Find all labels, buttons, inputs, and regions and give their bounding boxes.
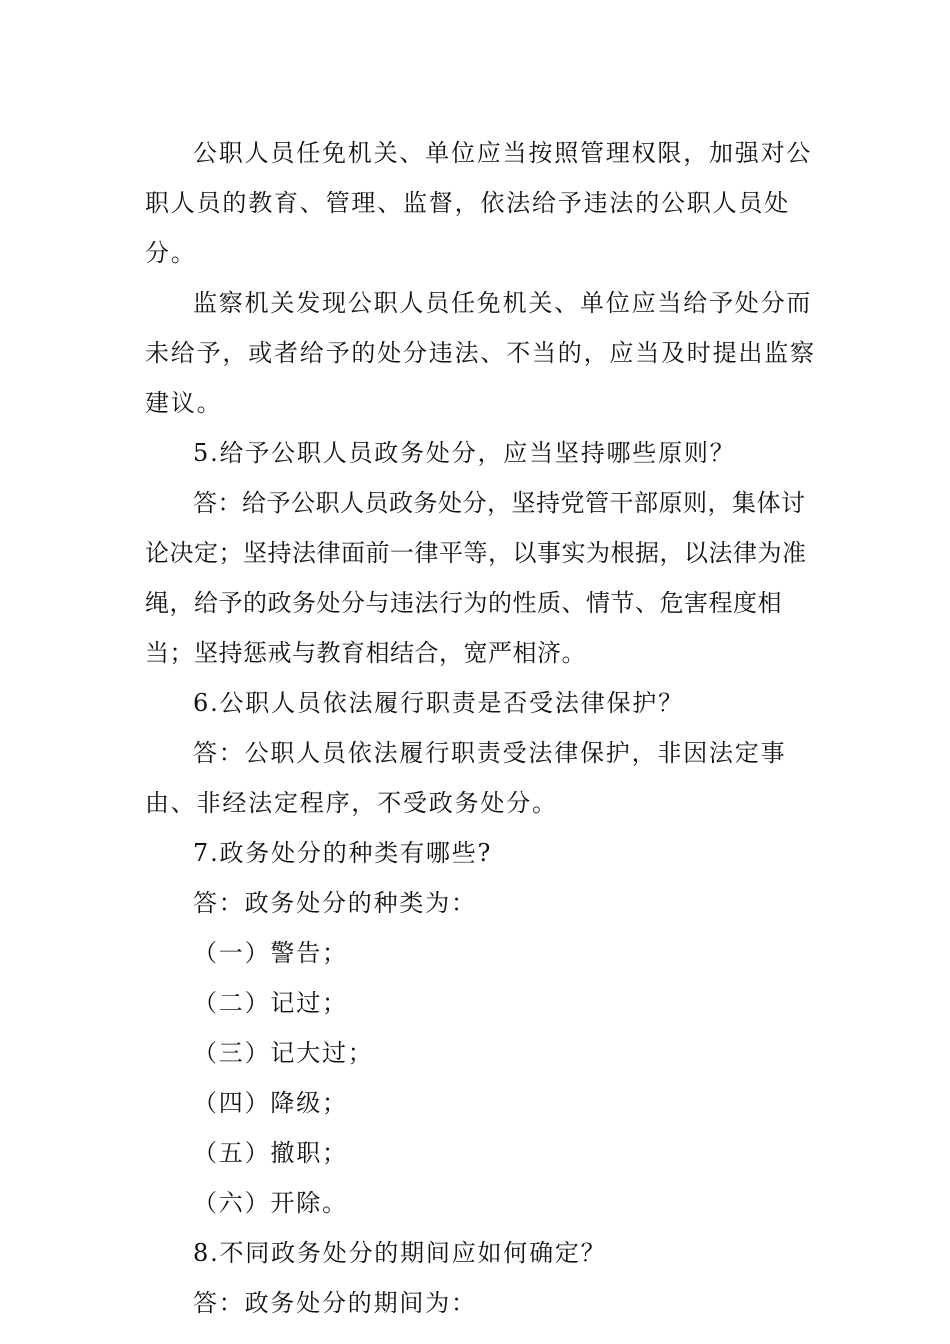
list-item-dismissal-from-post: （五）撤职； bbox=[193, 1139, 348, 1167]
list-item-warning: （一）警告； bbox=[193, 939, 348, 967]
paragraph-appointing-authority-duty: 公职人员任免机关、单位应当按照管理权限，加强对公职人员的教育、管理、监督，依法给予违法的公职人员处分。 bbox=[145, 139, 813, 267]
question-7: 7.政务处分的种类有哪些? bbox=[193, 839, 493, 867]
list-item-expulsion: （六）开除。 bbox=[193, 1189, 348, 1217]
question-5: 5.给予公职人员政务处分，应当坚持哪些原则？ bbox=[193, 439, 736, 467]
list-item-demerit: （二）记过； bbox=[193, 989, 348, 1017]
list-item-major-demerit: （三）记大过； bbox=[193, 1039, 374, 1067]
question-8: 8.不同政务处分的期间应如何确定？ bbox=[193, 1239, 607, 1267]
answer-7-intro: 答：政务处分的种类为： bbox=[193, 889, 477, 917]
paragraph-supervisory-recommendation: 监察机关发现公职人员任免机关、单位应当给予处分而未给予，或者给予的处分违法、不当的，应当及时提出监察建议。 bbox=[145, 289, 816, 417]
list-item-demotion: （四）降级； bbox=[193, 1089, 348, 1117]
answer-8-intro: 答：政务处分的期间为： bbox=[193, 1289, 477, 1317]
answer-6: 答：公职人员依法履行职责受法律保护，非因法定事由、非经法定程序，不受政务处分。 bbox=[145, 739, 787, 817]
answer-5: 答：给予公职人员政务处分，坚持党管干部原则，集体讨论决定；坚持法律面前一律平等，以事实为根据，以法律为准绳，给予的政务处分与违法行为的性质、情节、危害程度相当；坚持惩戒与教育相结合，宽严相济。 bbox=[145, 489, 807, 667]
document-body bbox=[145, 128, 825, 1328]
question-6: 6.公职人员依法履行职责是否受法律保护？ bbox=[193, 689, 684, 717]
